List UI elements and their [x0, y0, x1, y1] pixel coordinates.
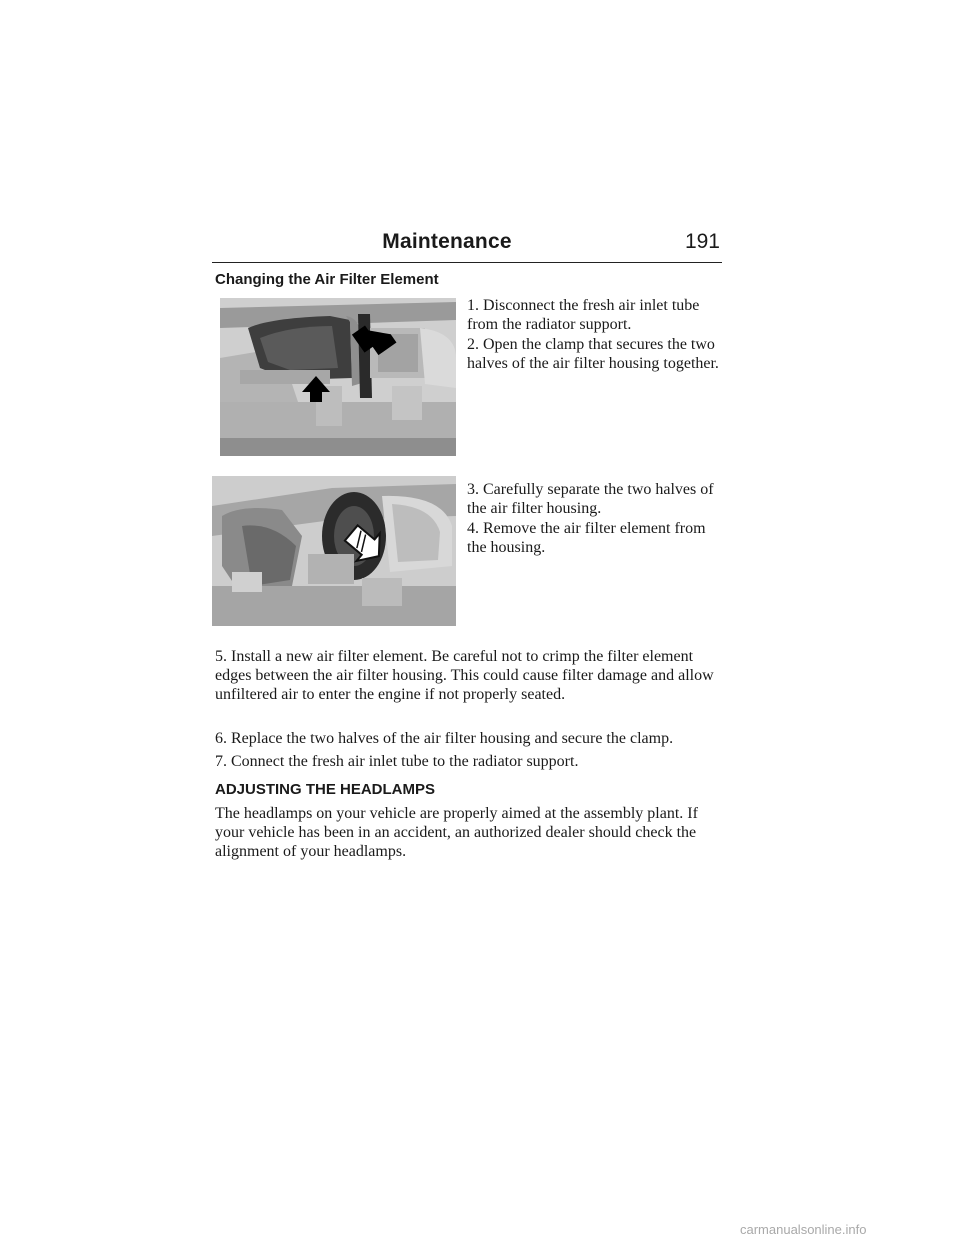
watermark: carmanualsonline.info — [740, 1222, 867, 1237]
page-header — [212, 228, 722, 263]
step-2: 2. Open the clamp that secures the two halves of the air filter housing together. — [467, 336, 719, 372]
page-number: 191 — [684, 230, 720, 253]
step-7: 7. Connect the fresh air inlet tube to the radiator support. — [215, 753, 579, 770]
step-6: 6. Replace the two halves of the air filter housing and secure the clamp. — [215, 730, 674, 747]
step-5: 5. Install a new air filter element. Be careful not to crimp the filter element edges between the air filter housing. This could cause filter damage and allow unfiltered air to enter the engine if not properly seated. — [215, 648, 714, 703]
headlamps-text: The headlamps on your vehicle are properly aimed at the assembly plant. If your vehicle has been in an accident, an authorized dealer should check the alignment of your headlamps. — [215, 805, 698, 860]
air-filter-heading: Changing the Air Filter Element — [215, 271, 439, 288]
figure-air-inlet-clamp — [220, 298, 456, 456]
step-1: 1. Disconnect the fresh air inlet tube from the radiator support. — [467, 297, 700, 333]
headlamps-heading: ADJUSTING THE HEADLAMPS — [215, 781, 436, 798]
step-4: 4. Remove the air filter element from the housing. — [467, 520, 706, 556]
figure-filter-element — [212, 476, 456, 626]
section-title: Maintenance — [382, 230, 512, 253]
step-3: 3. Carefully separate the two halves of the air filter housing. — [467, 481, 714, 517]
